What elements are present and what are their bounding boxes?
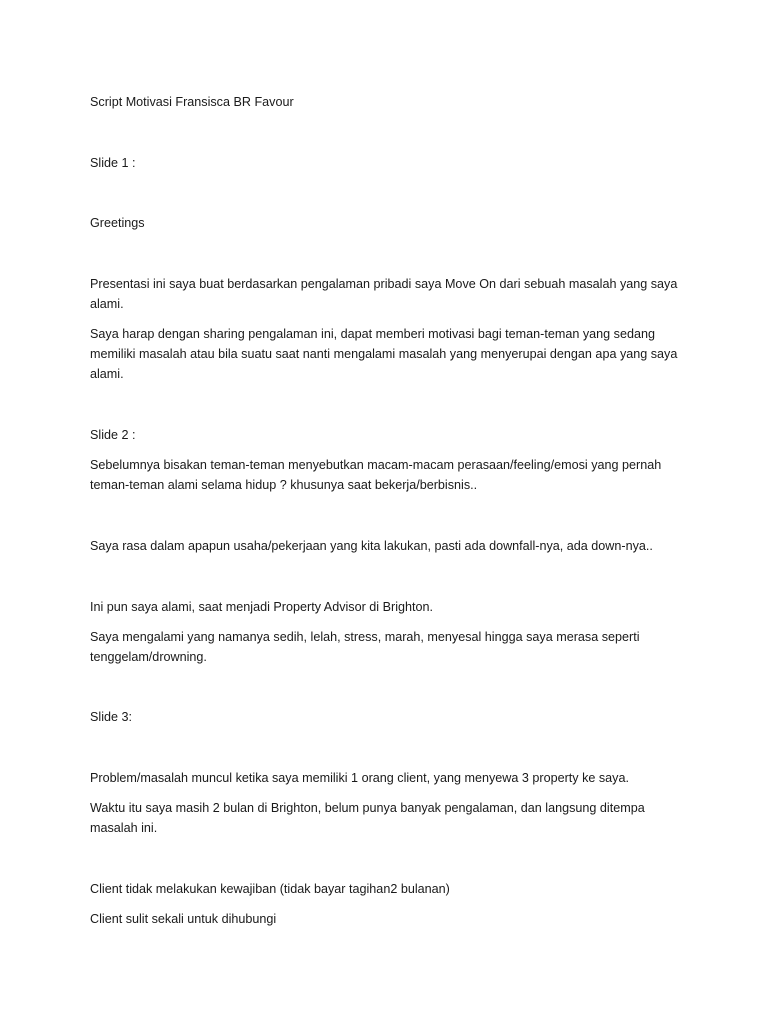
paragraph-line: Presentasi ini saya buat berdasarkan pengalaman pribadi saya Move On dari sebuah masalah yang saya: [90, 277, 678, 291]
greetings-text: Greetings: [90, 216, 145, 230]
paragraph-line: alami.: [90, 367, 124, 381]
paragraph-line: alami.: [90, 297, 124, 311]
paragraph-line: Saya harap dengan sharing pengalaman ini, dapat memberi motivasi bagi teman-teman yang sedang: [90, 327, 655, 341]
paragraph-line: teman-teman alami selama hidup ? khusunya saat bekerja/berbisnis..: [90, 478, 478, 492]
paragraph-line: Client tidak melakukan kewajiban (tidak bayar tagihan2 bulanan): [90, 882, 450, 896]
paragraph-line: masalah ini.: [90, 821, 158, 835]
paragraph-line: Saya rasa dalam apapun usaha/pekerjaan yang kita lakukan, pasti ada downfall-nya, ada down-nya..: [90, 539, 653, 553]
paragraph-line: Saya mengalami yang namanya sedih, lelah, stress, marah, menyesal hingga saya merasa seperti: [90, 630, 640, 644]
paragraph-line: Client sulit sekali untuk dihubungi: [90, 912, 277, 926]
slide-1-heading: Slide 1 :: [90, 156, 136, 170]
paragraph-line: Waktu itu saya masih 2 bulan di Brighton, belum punya banyak pengalaman, dan langsung ditempa: [90, 801, 645, 815]
paragraph-line: Sebelumnya bisakan teman-teman menyebutkan macam-macam perasaan/feeling/emosi yang pernah: [90, 458, 662, 472]
paragraph-line: memiliki masalah atau bila suatu saat nanti mengalami masalah yang menyerupai dengan apa yang saya: [90, 347, 678, 361]
paragraph-line: tenggelam/drowning.: [90, 650, 207, 664]
paragraph-line: Problem/masalah muncul ketika saya memiliki 1 orang client, yang menyewa 3 property ke saya.: [90, 771, 629, 785]
paragraph-line: Ini pun saya alami, saat menjadi Property Advisor di Brighton.: [90, 600, 434, 614]
slide-3-heading: Slide 3:: [90, 710, 133, 724]
slide-2-heading: Slide 2 :: [90, 428, 136, 442]
document-title: Script Motivasi Fransisca BR Favour: [90, 95, 294, 109]
